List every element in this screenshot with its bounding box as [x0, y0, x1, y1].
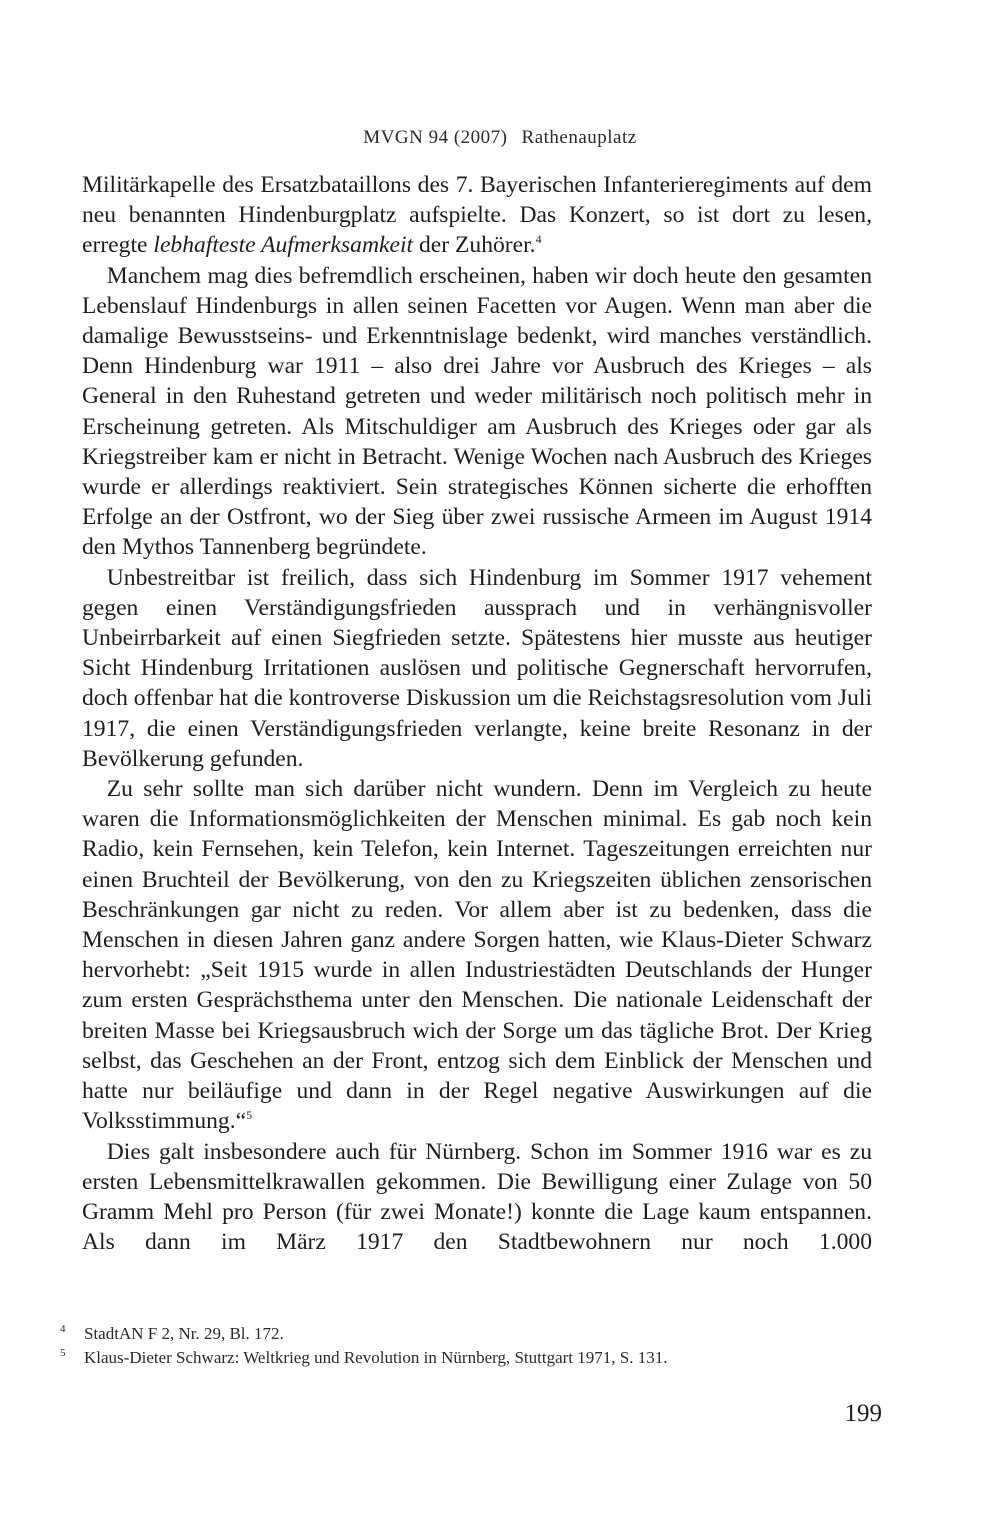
page-number: 199	[844, 1400, 882, 1427]
running-head	[0, 127, 1000, 149]
footnote-text: StadtAN F 2, Nr. 29, Bl. 172.	[84, 1324, 284, 1343]
footnote	[60, 1322, 860, 1346]
paragraph: Dies galt insbesondere auch für Nürnberg. Schon im Sommer 1916 war es zu ersten Lebensmittelkrawallen gekommen. Die Bewilligung einer Zulage von 50 Gramm Mehl pro Person (für zwei Monate!) konnte die Lage kaum entspannen. Als dann im März 1917 den Stadtbewohnern nur noch 1.000	[82, 1138, 872, 1256]
footnotes	[60, 1322, 860, 1370]
footnote-number: 5	[60, 1347, 66, 1359]
paragraph: Unbestreitbar ist freilich, dass sich Hindenburg im Sommer 1917 vehement gegen einen Verständigungsfrieden aussprach und in verhängnisvoller Unbeirrbarkeit auf einen Siegfrieden setzte. Spätestens hier musste aus heutiger Sicht Hindenburg Irritationen auslösen und politische Gegnerschaft hervorrufen, doch offenbar hat die kontroverse Diskussion um die Reichstagsresolution vom Juli 1917, die einen Verständigungsfrieden verlangte, keine breite Resonanz in der Bevölkerung gefunden.	[82, 564, 872, 772]
journal-reference: MVGN 94 (2007)	[363, 127, 508, 148]
footnote	[60, 1346, 860, 1370]
emphasis: lebhafteste Aufmerksamkeit	[153, 232, 414, 259]
footnote-ref: 5	[246, 1108, 253, 1123]
footnote-ref: 4	[535, 232, 542, 247]
footnote-number: 4	[60, 1323, 66, 1335]
paragraph: Zu sehr sollte man sich darüber nicht wundern. Denn im Vergleich zu heute waren die Informationsmöglichkeiten der Menschen minimal. Es gab noch kein Radio, kein Fernsehen, kein Telefon, kein Internet. Tageszeitungen erreichten nur einen Bruchteil der Bevölkerung, von den zu Kriegszeiten üblichen zensorischen Beschränkungen gar nicht zu reden. Vor allem aber ist zu bedenken, dass die Menschen in diesen Jahren ganz andere Sorgen hatten, wie Klaus-Dieter Schwarz hervorhebt: „Seit 1915 wurde in allen Industriestädten Deutschlands der Hunger zum ersten Gesprächsthema unter den Menschen. Die nationale Leidenschaft der breiten Masse bei Kriegsausbruch wich der Sorge um das tägliche Brot. Der Krieg selbst, das Geschehen an der Front, entzog sich dem Einblick der Menschen und hatte nur beiläufige und dann in der Regel negative Auswirkungen auf die Volksstimmung.“$^5$	[82, 776, 872, 1135]
section-title: Rathenauplatz	[521, 127, 637, 148]
paragraph: Manchem mag dies befremdlich erscheinen, haben wir doch heute den gesamten Lebenslauf Hindenburgs in allen seinen Facetten vor Augen. Wenn man aber die damalige Bewusstseins- und Erkenntnislage bedenkt, wird manches verständlich. Denn Hindenburg war 1911 – also drei Jahre vor Ausbruch des Krieges – als General in den Ruhestand getreten und weder militärisch noch politisch mehr in Erscheinung getreten. Als Mitschuldiger am Ausbruch des Krieges oder gar als Kriegstreiber kam er nicht in Betracht. Wenige Wochen nach Ausbruch des Krieges wurde er allerdings reaktiviert. Sein strategisches Können sicherte die erhofften Erfolge an der Ostfront, wo der Sieg über zwei russische Armeen im August 1914 den Mythos Tannenberg begründete.	[82, 262, 872, 561]
body-text	[82, 170, 872, 1257]
footnote-text: Klaus-Dieter Schwarz: Weltkrieg und Revolution in Nürnberg, Stuttgart 1971, S. 131.	[84, 1348, 668, 1367]
paragraph: Militärkapelle des Ersatzbataillons des 7. Bayerischen Infanterieregiments auf dem neu benannten Hindenburgplatz aufspielte. Das Konzert, so ist dort zu lesen, erregte lebhafteste Aufmerksamkeit der Zuhörer.$^4$	[82, 172, 872, 259]
